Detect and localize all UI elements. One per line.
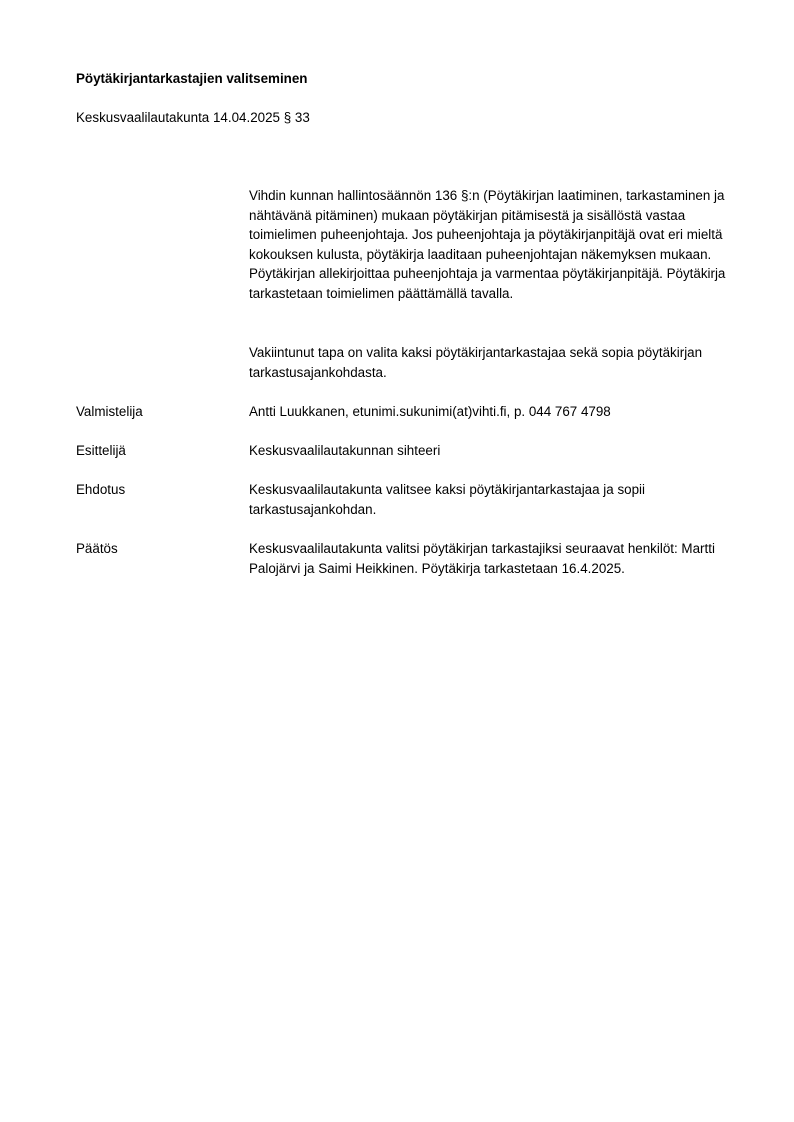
document-title: Pöytäkirjantarkastajien valitseminen bbox=[76, 71, 308, 86]
intro-paragraph-2 bbox=[249, 343, 749, 382]
intro-paragraph-text: Vihdin kunnan hallintosäännön 136 §:n (Pöytäkirjan laatiminen, tarkastaminen ja nähtävänä pitäminen) mukaan pöytäkirjan pitämisestä ja sisällöstä vastaa toimielimen puheenjohtaja. Jos puheenjohtaja ja pöytäkirjanpitäjä ovat eri mieltä kokouksen kulusta, pöytäkirja laaditaan puheenjohtajan näkemyksen mukaan. Pöytäkirjan allekirjoittaa puheenjohtaja ja varmentaa pöytäkirjanpitäjä. Pöytäkirja tarkastetaan toimielimen päättämällä tavalla. bbox=[249, 188, 726, 301]
row-label-paatos: Päätös bbox=[76, 541, 118, 556]
row-value-valmistelija: Antti Luukkanen, etunimi.sukunimi(at)vihti.fi, p. 044 767 4798 bbox=[249, 404, 611, 419]
row-value-ehdotus: Keskusvaalilautakunta valitsee kaksi pöytäkirjantarkastajaa ja sopii tarkastusajankohdan. bbox=[249, 482, 645, 517]
row-label-ehdotus: Ehdotus bbox=[76, 482, 126, 497]
row-value-esittelija: Keskusvaalilautakunnan sihteeri bbox=[249, 443, 441, 458]
intro-paragraph-text: Vakiintunut tapa on valita kaksi pöytäkirjantarkastajaa sekä sopia pöytäkirjan tarkastusajankohdasta. bbox=[249, 345, 703, 380]
row-label-valmistelija: Valmistelija bbox=[76, 404, 143, 419]
intro-paragraph-1 bbox=[249, 186, 749, 303]
row-label-esittelija: Esittelijä bbox=[76, 443, 126, 458]
meeting-reference: Keskusvaalilautakunta 14.04.2025 § 33 bbox=[76, 110, 310, 125]
row-value-paatos: Keskusvaalilautakunta valitsi pöytäkirjan tarkastajiksi seuraavat henkilöt: Martti Palojärvi ja Saimi Heikkinen. Pöytäkirja tarkastetaan 16.4.2025. bbox=[249, 541, 715, 576]
